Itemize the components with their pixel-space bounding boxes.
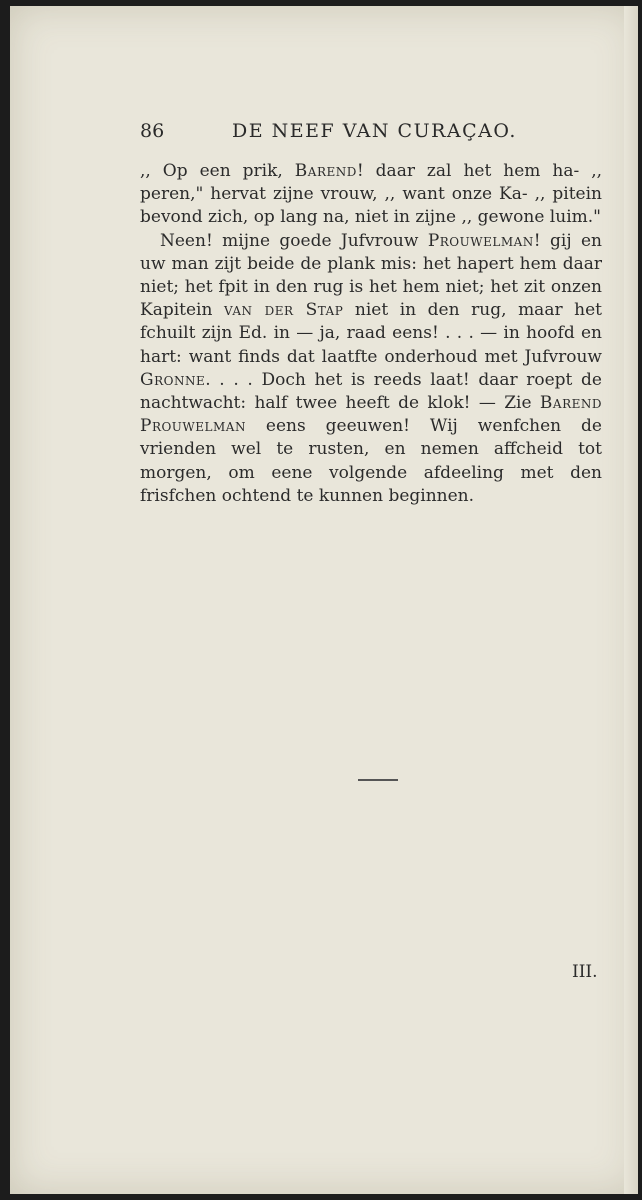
name-smallcaps: van der Stap bbox=[224, 300, 344, 321]
name-smallcaps: Gronne bbox=[140, 369, 206, 390]
page-number: 86 bbox=[140, 120, 165, 142]
text-run: eens geeuwen! Wij wenfchen de vrienden wel te rusten, en nemen affcheid tot morgen, om eene volgende afdeeling met den frisfchen ochtend te kunnen beginnen. bbox=[140, 416, 602, 506]
text-run: . . . . Doch het is reeds laat! daar roept de nachtwacht: half twee heeft de klok! — Zie bbox=[140, 369, 602, 414]
text-run: ,, Op een prik, bbox=[140, 161, 295, 181]
paragraph bbox=[140, 160, 602, 230]
text-run: ! gij en uw man zijt beide de plank mis: het hapert hem daar niet; het fpit in den rug is het hem niet; het zit onzen Kapitein bbox=[140, 230, 602, 321]
text-run: ! daar zal het hem ha- ,, peren," hervat zijne vrouw, ,, want onze Ka- ,, pitein bevond zich, op lang na, niet in zijne ,, gewone luim." bbox=[140, 161, 602, 228]
signature-mark: III. bbox=[572, 962, 598, 982]
section-divider bbox=[358, 779, 398, 781]
text-run: Neen! mijne goede Jufvrouw bbox=[160, 230, 428, 251]
text-run: niet in den rug, maar het fchuilt zijn Ed. in — ja, raad eens! . . . — in hoofd en hart: want finds dat laatfte onderhoud met Jufvrouw bbox=[140, 300, 602, 367]
name-smallcaps: Prouwelman bbox=[427, 230, 534, 251]
running-header bbox=[140, 120, 620, 150]
page-gutter bbox=[624, 6, 638, 1194]
book-page bbox=[10, 6, 638, 1194]
running-title: DE NEEF VAN CURAÇAO. bbox=[232, 120, 517, 142]
name-smallcaps: Barend Prouwelman bbox=[140, 393, 602, 437]
paragraph bbox=[140, 230, 602, 508]
name-smallcaps: Barend bbox=[294, 161, 357, 181]
body-text bbox=[140, 160, 602, 508]
